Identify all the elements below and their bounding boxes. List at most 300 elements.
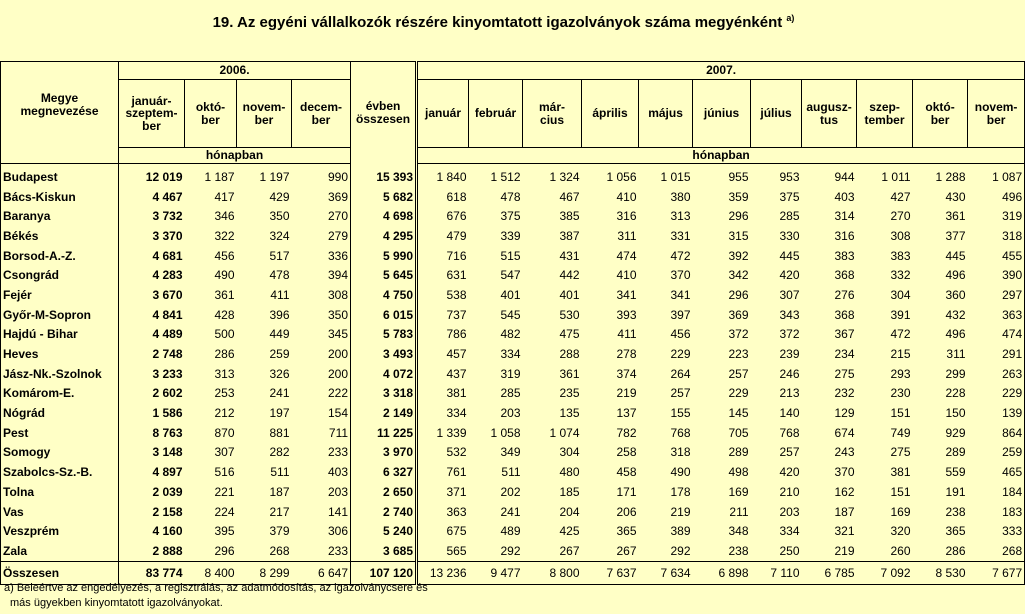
cell-value: 238 bbox=[728, 543, 749, 558]
cell-value: 363 bbox=[1002, 307, 1023, 322]
cell-value: 363 bbox=[417, 502, 469, 522]
cell-value: 3 670 bbox=[152, 287, 183, 302]
cell-value: 3 370 bbox=[152, 228, 183, 243]
cell-value: 1 056 bbox=[606, 169, 637, 184]
header-col-2006-2-line: novem- bbox=[242, 100, 286, 114]
cell-value: 559 bbox=[945, 465, 966, 480]
cell-value: 311 bbox=[617, 228, 637, 243]
cell-value: 538 bbox=[417, 285, 469, 305]
cell-value: 380 bbox=[670, 189, 691, 204]
cell-value: 203 bbox=[500, 406, 521, 421]
county-name: Veszprém bbox=[1, 521, 119, 541]
cell-value: 229 bbox=[728, 386, 749, 401]
county-name: Somogy bbox=[1, 443, 119, 463]
cell-value: 371 bbox=[417, 482, 469, 502]
cell-value: 308 bbox=[890, 228, 911, 243]
cell-value: 350 bbox=[269, 209, 290, 224]
cell-value: 430 bbox=[945, 189, 966, 204]
table-title bbox=[0, 8, 1007, 33]
county-name: Tolna bbox=[1, 482, 119, 502]
cell-value: 341 bbox=[616, 287, 637, 302]
cell-value: 410 bbox=[616, 189, 637, 204]
cell-value: 361 bbox=[559, 366, 580, 381]
cell-value: 215 bbox=[890, 347, 911, 362]
cell-value: 8 299 bbox=[237, 561, 292, 584]
cell-value: 705 bbox=[728, 425, 749, 440]
header-col-2007-10 bbox=[968, 80, 1025, 148]
cell-value: 155 bbox=[670, 406, 691, 421]
cell-value: 331 bbox=[670, 228, 691, 243]
cell-value: 737 bbox=[417, 305, 469, 325]
cell-value: 372 bbox=[728, 327, 749, 342]
cell-value: 263 bbox=[1002, 366, 1023, 381]
cell-value: 315 bbox=[728, 228, 749, 243]
header-col-2006-1-line: ber bbox=[201, 112, 220, 127]
cell-value: 267 bbox=[616, 543, 637, 558]
cell-value: 243 bbox=[834, 445, 855, 460]
cell-value: 279 bbox=[292, 226, 351, 246]
cell-value: 711 bbox=[292, 423, 351, 443]
cell-value: 953 bbox=[779, 169, 800, 184]
cell-value: 545 bbox=[500, 307, 521, 322]
cell-value: 241 bbox=[500, 504, 521, 519]
cell-value: 9 477 bbox=[469, 561, 523, 584]
cell-value: 333 bbox=[1002, 524, 1023, 539]
header-col-2006-0-line: szeptem- bbox=[125, 106, 178, 121]
table-row bbox=[1, 462, 1025, 482]
cell-value: 359 bbox=[728, 189, 749, 204]
cell-value: 291 bbox=[1002, 347, 1023, 362]
cell-value: 7 677 bbox=[968, 561, 1025, 584]
table-row bbox=[1, 164, 1025, 187]
cell-value: 178 bbox=[670, 484, 691, 499]
header-col-2006-3-line: decem- bbox=[300, 100, 343, 114]
county-name: Borsod-A.-Z. bbox=[1, 246, 119, 266]
header-year-2006: 2006. bbox=[119, 62, 351, 80]
cell-value: 151 bbox=[890, 406, 911, 421]
cell-value: 3 318 bbox=[351, 384, 417, 404]
table-row bbox=[1, 443, 1025, 463]
cell-value: 1 015 bbox=[660, 169, 691, 184]
cell-value: 183 bbox=[1002, 504, 1023, 519]
cell-value: 411 bbox=[270, 287, 290, 302]
cell-value: 12 019 bbox=[145, 169, 183, 184]
cell-value: 4 072 bbox=[351, 364, 417, 384]
cell-value: 154 bbox=[292, 403, 351, 423]
header-col-2007-10-line: ber bbox=[986, 112, 1006, 127]
cell-value: 1 339 bbox=[417, 423, 469, 443]
cell-value: 4 160 bbox=[152, 524, 183, 539]
cell-value: 187 bbox=[834, 504, 855, 519]
header-col-2007-0 bbox=[417, 80, 469, 148]
cell-value: 445 bbox=[779, 248, 800, 263]
cell-value: 442 bbox=[559, 268, 580, 283]
cell-value: 349 bbox=[500, 445, 521, 460]
cell-value: 233 bbox=[292, 541, 351, 561]
cell-value: 368 bbox=[834, 268, 855, 283]
cell-value: 235 bbox=[559, 386, 580, 401]
cell-value: 185 bbox=[559, 484, 580, 499]
header-col-2007-8-line: tember bbox=[864, 112, 905, 127]
cell-value: 219 bbox=[616, 386, 637, 401]
cell-value: 749 bbox=[890, 425, 911, 440]
cell-value: 955 bbox=[728, 169, 749, 184]
cell-value: 200 bbox=[292, 364, 351, 384]
cell-value: 496 bbox=[945, 327, 966, 342]
cell-value: 4 467 bbox=[152, 189, 183, 204]
header-col-2007-5-line: június bbox=[703, 106, 740, 121]
cell-value: 213 bbox=[779, 386, 800, 401]
cell-value: 297 bbox=[1002, 287, 1023, 302]
cell-value: 482 bbox=[500, 327, 521, 342]
header-col-2007-1-line: február bbox=[474, 106, 517, 121]
cell-value: 286 bbox=[945, 543, 966, 558]
cell-value: 1 288 bbox=[935, 169, 966, 184]
cell-value: 1 512 bbox=[490, 169, 521, 184]
cell-value: 296 bbox=[728, 287, 749, 302]
table-row bbox=[1, 187, 1025, 207]
cell-value: 5 990 bbox=[351, 246, 417, 266]
cell-value: 1 586 bbox=[152, 406, 183, 421]
cell-value: 162 bbox=[834, 484, 855, 499]
cell-value: 361 bbox=[945, 209, 966, 224]
cell-value: 403 bbox=[834, 189, 855, 204]
table-row bbox=[1, 521, 1025, 541]
cell-value: 5 783 bbox=[351, 325, 417, 345]
cell-value: 129 bbox=[834, 406, 855, 421]
cell-value: 318 bbox=[670, 445, 691, 460]
cell-value: 7 110 bbox=[751, 561, 802, 584]
cell-value: 184 bbox=[1002, 484, 1023, 499]
cell-value: 13 236 bbox=[417, 561, 469, 584]
cell-value: 870 bbox=[214, 425, 235, 440]
cell-value: 377 bbox=[945, 228, 966, 243]
cell-value: 228 bbox=[945, 386, 966, 401]
cell-value: 490 bbox=[214, 268, 235, 283]
cell-value: 230 bbox=[890, 386, 911, 401]
cell-value: 140 bbox=[779, 406, 800, 421]
county-name: Győr-M-Sopron bbox=[1, 305, 119, 325]
cell-value: 490 bbox=[670, 465, 691, 480]
cell-value: 7 637 bbox=[582, 561, 639, 584]
cell-value: 456 bbox=[670, 327, 691, 342]
cell-value: 3 732 bbox=[152, 209, 183, 224]
cell-value: 365 bbox=[616, 524, 637, 539]
cell-value: 1 011 bbox=[881, 169, 911, 184]
county-name: Vas bbox=[1, 502, 119, 522]
cell-value: 3 148 bbox=[152, 445, 183, 460]
cell-value: 786 bbox=[417, 325, 469, 345]
cell-value: 929 bbox=[945, 425, 966, 440]
cell-value: 289 bbox=[945, 445, 966, 460]
cell-value: 532 bbox=[417, 443, 469, 463]
cell-value: 212 bbox=[214, 406, 235, 421]
cell-value: 472 bbox=[670, 248, 691, 263]
cell-value: 292 bbox=[500, 543, 521, 558]
county-name: Szabolcs-Sz.-B. bbox=[1, 462, 119, 482]
cell-value: 4 489 bbox=[152, 327, 183, 342]
cell-value: 379 bbox=[269, 524, 290, 539]
table-row bbox=[1, 364, 1025, 384]
cell-value: 11 225 bbox=[351, 423, 417, 443]
table-row bbox=[1, 265, 1025, 285]
header-year-total bbox=[351, 62, 417, 164]
cell-value: 511 bbox=[270, 465, 290, 480]
cell-value: 267 bbox=[559, 543, 580, 558]
header-col-2007-6 bbox=[751, 80, 802, 148]
header-col-2007-10-line: novem- bbox=[974, 100, 1018, 114]
cell-value: 8 800 bbox=[523, 561, 582, 584]
cell-value: 141 bbox=[292, 502, 351, 522]
cell-value: 211 bbox=[729, 504, 749, 519]
header-col-2006-1-line: októ- bbox=[195, 100, 226, 114]
cell-value: 511 bbox=[501, 465, 521, 480]
cell-value: 276 bbox=[834, 287, 855, 302]
cell-value: 334 bbox=[779, 524, 800, 539]
cell-value: 768 bbox=[779, 425, 800, 440]
cell-value: 361 bbox=[214, 287, 235, 302]
cell-value: 314 bbox=[834, 209, 855, 224]
cell-value: 282 bbox=[269, 445, 290, 460]
table-row bbox=[1, 305, 1025, 325]
cell-value: 313 bbox=[670, 209, 691, 224]
cell-value: 458 bbox=[616, 465, 637, 480]
cell-value: 381 bbox=[417, 384, 469, 404]
header-col-2007-7-line: augusz- bbox=[806, 100, 852, 114]
cell-value: 496 bbox=[1002, 189, 1023, 204]
cell-value: 322 bbox=[214, 228, 235, 243]
cell-value: 350 bbox=[292, 305, 351, 325]
cell-value: 264 bbox=[670, 366, 691, 381]
cell-value: 515 bbox=[500, 248, 521, 263]
cell-value: 229 bbox=[1002, 386, 1023, 401]
cell-value: 233 bbox=[292, 443, 351, 463]
cell-value: 500 bbox=[214, 327, 235, 342]
table-row bbox=[1, 502, 1025, 522]
header-year-2007: 2007. bbox=[417, 62, 1025, 80]
cell-value: 2 888 bbox=[152, 543, 183, 558]
cell-value: 674 bbox=[834, 425, 855, 440]
cell-value: 202 bbox=[500, 484, 521, 499]
cell-value: 316 bbox=[616, 209, 637, 224]
cell-value: 1 324 bbox=[549, 169, 580, 184]
cell-value: 304 bbox=[559, 445, 580, 460]
cell-value: 1 187 bbox=[204, 169, 235, 184]
header-col-2007-7 bbox=[802, 80, 857, 148]
cell-value: 990 bbox=[292, 164, 351, 187]
cell-value: 320 bbox=[890, 524, 911, 539]
header-unit-2007: hónapban bbox=[417, 148, 1025, 164]
cell-value: 339 bbox=[500, 228, 521, 243]
cell-value: 428 bbox=[214, 307, 235, 322]
cell-value: 345 bbox=[292, 325, 351, 345]
footnote-line-1: a) Beleértve az engedélyezés, a regisztrálás, az adatmódosítás, az igazolványcsere és bbox=[4, 582, 428, 594]
cell-value: 296 bbox=[728, 209, 749, 224]
cell-value: 394 bbox=[292, 265, 351, 285]
cell-value: 374 bbox=[616, 366, 637, 381]
cell-value: 151 bbox=[890, 484, 911, 499]
header-col-2006-1 bbox=[185, 80, 237, 148]
county-name: Zala bbox=[1, 541, 119, 561]
cell-value: 334 bbox=[417, 403, 469, 423]
cell-value: 223 bbox=[728, 347, 749, 362]
cell-value: 1 087 bbox=[992, 169, 1023, 184]
cell-value: 432 bbox=[945, 307, 966, 322]
table-row bbox=[1, 325, 1025, 345]
cell-value: 286 bbox=[214, 347, 235, 362]
county-name: Pest bbox=[1, 423, 119, 443]
cell-value: 768 bbox=[670, 425, 691, 440]
cell-value: 427 bbox=[890, 189, 911, 204]
header-unit-blank bbox=[1, 148, 119, 164]
header-col-2007-1 bbox=[469, 80, 523, 148]
cell-value: 285 bbox=[500, 386, 521, 401]
cell-value: 4 897 bbox=[152, 465, 183, 480]
cell-value: 206 bbox=[616, 504, 637, 519]
header-year-total-line: összesen bbox=[356, 111, 411, 126]
header-col-2006-0-line: január- bbox=[131, 93, 172, 108]
cell-value: 330 bbox=[779, 228, 800, 243]
header-col-2007-3 bbox=[582, 80, 639, 148]
cell-value: 288 bbox=[559, 347, 580, 362]
cell-value: 257 bbox=[779, 445, 800, 460]
header-col-2007-9 bbox=[913, 80, 968, 148]
cell-value: 311 bbox=[946, 347, 966, 362]
cell-value: 676 bbox=[417, 206, 469, 226]
cell-value: 1 197 bbox=[259, 169, 290, 184]
cell-value: 222 bbox=[292, 384, 351, 404]
cell-value: 383 bbox=[890, 248, 911, 263]
cell-value: 472 bbox=[890, 327, 911, 342]
cell-value: 498 bbox=[728, 465, 749, 480]
cell-value: 467 bbox=[559, 189, 580, 204]
header-row-years bbox=[1, 62, 1025, 80]
cell-value: 2 748 bbox=[152, 347, 183, 362]
cell-value: 6 898 bbox=[693, 561, 751, 584]
cell-value: 375 bbox=[779, 189, 800, 204]
cell-value: 410 bbox=[616, 268, 637, 283]
cell-value: 4 841 bbox=[152, 307, 183, 322]
cell-value: 304 bbox=[890, 287, 911, 302]
cell-value: 864 bbox=[1002, 425, 1023, 440]
header-col-2007-2-line: már- bbox=[539, 100, 566, 114]
cell-value: 401 bbox=[500, 287, 521, 302]
cell-value: 761 bbox=[417, 462, 469, 482]
cell-value: 2 149 bbox=[351, 403, 417, 423]
cell-value: 292 bbox=[670, 543, 691, 558]
county-name: Heves bbox=[1, 344, 119, 364]
header-unit-2006: hónapban bbox=[119, 148, 351, 164]
cell-value: 150 bbox=[945, 406, 966, 421]
cell-value: 392 bbox=[728, 248, 749, 263]
cell-value: 234 bbox=[834, 347, 855, 362]
cell-value: 2 158 bbox=[152, 504, 183, 519]
cell-value: 1 058 bbox=[490, 425, 521, 440]
header-county bbox=[1, 62, 119, 148]
cell-value: 411 bbox=[617, 327, 637, 342]
cell-value: 369 bbox=[292, 187, 351, 207]
cell-value: 296 bbox=[214, 543, 235, 558]
cell-value: 675 bbox=[417, 521, 469, 541]
cell-value: 445 bbox=[945, 248, 966, 263]
cell-value: 517 bbox=[269, 248, 290, 263]
cell-value: 782 bbox=[616, 425, 637, 440]
cell-value: 631 bbox=[417, 265, 469, 285]
cell-value: 449 bbox=[269, 327, 290, 342]
header-col-2007-9-line: októ- bbox=[925, 100, 955, 114]
cell-value: 241 bbox=[269, 386, 290, 401]
cell-value: 716 bbox=[417, 246, 469, 266]
cell-value: 278 bbox=[616, 347, 637, 362]
cell-value: 342 bbox=[728, 268, 749, 283]
cell-value: 135 bbox=[559, 406, 580, 421]
cell-value: 326 bbox=[269, 366, 290, 381]
cell-value: 275 bbox=[834, 366, 855, 381]
header-col-2007-3-line: április bbox=[592, 106, 628, 121]
cell-value: 191 bbox=[945, 484, 966, 499]
cell-value: 3 970 bbox=[351, 443, 417, 463]
cell-value: 385 bbox=[559, 209, 580, 224]
cell-value: 1 840 bbox=[417, 164, 469, 187]
cell-value: 319 bbox=[500, 366, 521, 381]
cell-value: 270 bbox=[890, 209, 911, 224]
cell-value: 200 bbox=[292, 344, 351, 364]
cell-value: 456 bbox=[214, 248, 235, 263]
cell-value: 308 bbox=[292, 285, 351, 305]
cell-value: 401 bbox=[559, 287, 580, 302]
cell-value: 455 bbox=[1002, 248, 1023, 263]
cell-value: 1 074 bbox=[549, 425, 580, 440]
cell-value: 530 bbox=[559, 307, 580, 322]
county-name: Baranya bbox=[1, 206, 119, 226]
cell-value: 224 bbox=[214, 504, 235, 519]
header-row-months bbox=[1, 80, 1025, 148]
cell-value: 257 bbox=[728, 366, 749, 381]
footnote bbox=[4, 581, 428, 611]
cell-value: 336 bbox=[292, 246, 351, 266]
cell-value: 618 bbox=[417, 187, 469, 207]
header-col-2007-4 bbox=[639, 80, 693, 148]
cell-value: 219 bbox=[670, 504, 691, 519]
cell-value: 204 bbox=[559, 504, 580, 519]
cell-value: 197 bbox=[269, 406, 290, 421]
cell-value: 393 bbox=[616, 307, 637, 322]
cell-value: 3 233 bbox=[152, 366, 183, 381]
cell-value: 15 393 bbox=[351, 164, 417, 187]
cell-value: 417 bbox=[214, 189, 235, 204]
cell-value: 4 295 bbox=[351, 226, 417, 246]
table-row bbox=[1, 206, 1025, 226]
cell-value: 239 bbox=[779, 347, 800, 362]
cell-value: 260 bbox=[890, 543, 911, 558]
cell-value: 3 493 bbox=[351, 344, 417, 364]
cell-value: 275 bbox=[890, 445, 911, 460]
table-row bbox=[1, 541, 1025, 561]
table-row bbox=[1, 246, 1025, 266]
cell-value: 107 120 bbox=[351, 561, 417, 584]
cell-value: 397 bbox=[670, 307, 691, 322]
cell-value: 383 bbox=[834, 248, 855, 263]
cell-value: 4 283 bbox=[152, 268, 183, 283]
cell-value: 3 685 bbox=[351, 541, 417, 561]
cell-value: 221 bbox=[214, 484, 235, 499]
cell-value: 4 681 bbox=[152, 248, 183, 263]
cell-value: 268 bbox=[269, 543, 290, 558]
cell-value: 4 750 bbox=[351, 285, 417, 305]
cell-value: 259 bbox=[269, 347, 290, 362]
cell-value: 5 645 bbox=[351, 265, 417, 285]
table-row bbox=[1, 403, 1025, 423]
